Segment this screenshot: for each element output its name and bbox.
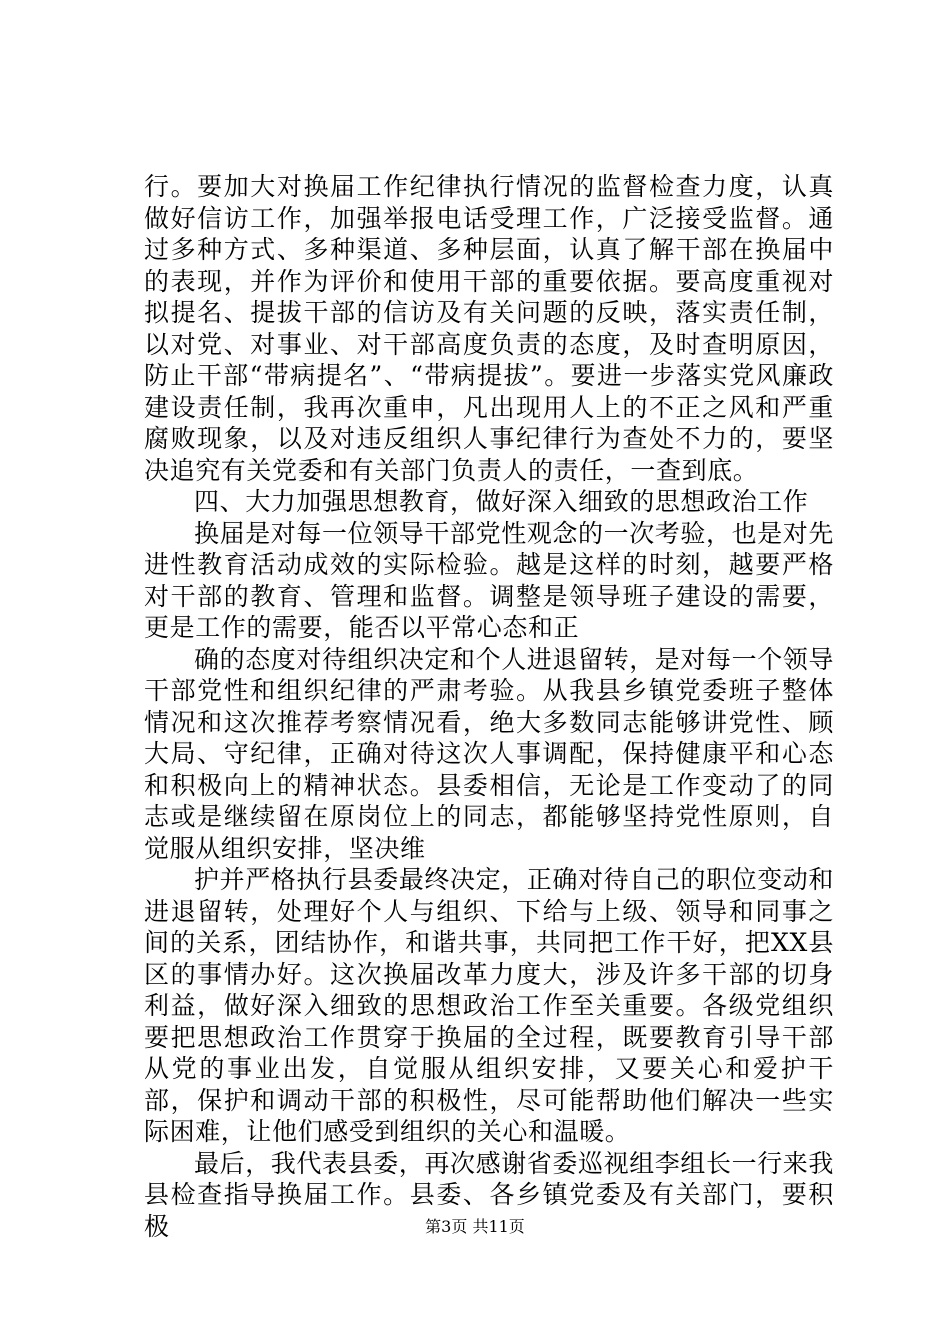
paragraph-3: 换届是对每一位领导干部党性观念的一次考验，也是对先进性教育活动成效的实际检验。越是这样的时刻，越要严格对干部的教育、管理和监督。调整是领导班子建设的需要，更是工作的需要，能否以平常心态和正	[144, 518, 835, 642]
page-number-footer: 第3页 共11页	[425, 1217, 525, 1236]
document-body	[144, 171, 834, 1242]
paragraph-5: 护并严格执行县委最终决定，正确对待自己的职位变动和进退留转，处理好个人与组织、下给与上级、领导和同事之间的关系，团结协作，和谐共事，共同把工作干好，把XX县区的事情办好。这次换届改革力度大，涉及许多干部的切身利益，做好深入细致的思想政治工作至关重要。各级党组织要把思想政治工作贯穿于换届的全过程，既要教育引导干部从党的事业出发，自觉服从组织安排，又要关心和爱护干部，保护和调动干部的积极性，尽可能帮助他们解决一些实际困难，让他们感受到组织的关心和温暖。	[144, 865, 835, 1146]
paragraph-1: 行。要加大对换届工作纪律执行情况的监督检查力度，认真做好信访工作，加强举报电话受理工作，广泛接受监督。通过多种方式、多种渠道、多种层面，认真了解干部在换届中的表现，并作为评价和使用干部的重要依据。要高度重视对拟提名、提拔干部的信访及有关问题的反映，落实责任制，以对党、对事业、对干部高度负责的态度，及时查明原因，防止干部“带病提名”、“带病提拔”。要进一步落实党风廉政建设责任制，我再次重申，凡出现用人上的不正之风和严重腐败现象，以及对违反组织人事纪律行为查处不力的，要坚决追究有关党委和有关部门负责人的责任，一查到底。	[144, 172, 834, 485]
paragraph-6: 最后，我代表县委，再次感谢省委巡视组李组长一行来我县检查指导换届工作。县委、各乡镇党委及有关部门，要积极	[144, 1148, 835, 1241]
section-heading-4: 四、大力加强思想教育，做好深入细致的思想政治工作	[194, 487, 809, 516]
paragraph-4: 确的态度对待组织决定和个人进退留转，是对每一个领导干部党性和组织纪律的严肃考验。从我县乡镇党委班子整体情况和这次推荐考察情况看，绝大多数同志能够讲党性、顾大局、守纪律，正确对待这次人事调配，保持健康平和心态和积极向上的精神状态。县委相信，无论是工作变动了的同志或是继续留在原岗位上的同志，都能够坚持党性原则，自觉服从组织安排，坚决维	[144, 644, 835, 863]
